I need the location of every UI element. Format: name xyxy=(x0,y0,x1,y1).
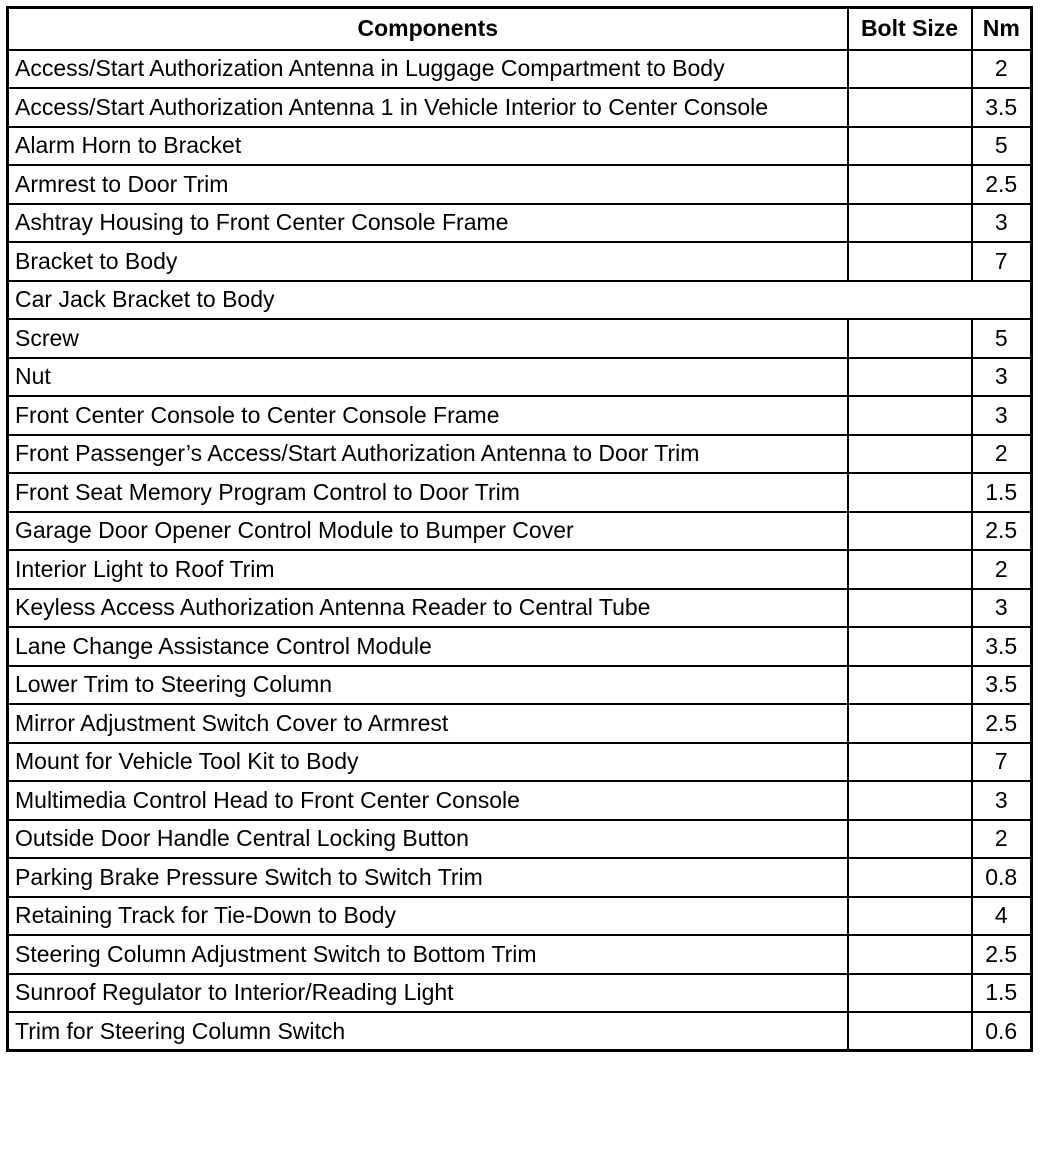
table-row xyxy=(8,435,1032,474)
nm-cell: 5 xyxy=(972,319,1032,358)
table-row xyxy=(8,396,1032,435)
header-row xyxy=(8,8,1032,50)
nm-cell: 1.5 xyxy=(972,473,1032,512)
table-row xyxy=(8,935,1032,974)
bolt-size-cell xyxy=(848,858,972,897)
table-row xyxy=(8,589,1032,628)
bolt-size-cell xyxy=(848,550,972,589)
bolt-size-cell xyxy=(848,743,972,782)
table-row xyxy=(8,1012,1032,1051)
nm-cell: 4 xyxy=(972,897,1032,936)
nm-cell: 2.5 xyxy=(972,165,1032,204)
table-row xyxy=(8,974,1032,1013)
component-cell: Mount for Vehicle Tool Kit to Body xyxy=(8,743,848,782)
bolt-size-cell xyxy=(848,589,972,628)
nm-cell: 7 xyxy=(972,242,1032,281)
table-row xyxy=(8,242,1032,281)
table-row xyxy=(8,743,1032,782)
header-bolt-size: Bolt Size xyxy=(848,8,972,50)
component-cell: Mirror Adjustment Switch Cover to Armrest xyxy=(8,704,848,743)
component-cell: Access/Start Authorization Antenna in Luggage Compartment to Body xyxy=(8,50,848,89)
nm-cell: 5 xyxy=(972,127,1032,166)
table-row xyxy=(8,897,1032,936)
bolt-size-cell xyxy=(848,1012,972,1051)
table-row xyxy=(8,820,1032,859)
component-cell: Front Seat Memory Program Control to Door Trim xyxy=(8,473,848,512)
table-row xyxy=(8,127,1032,166)
component-cell: Sunroof Regulator to Interior/Reading Light xyxy=(8,974,848,1013)
table-row xyxy=(8,204,1032,243)
table-row xyxy=(8,50,1032,89)
bolt-size-cell xyxy=(848,666,972,705)
bolt-size-cell xyxy=(848,319,972,358)
nm-cell: 3 xyxy=(972,358,1032,397)
component-cell: Garage Door Opener Control Module to Bumper Cover xyxy=(8,512,848,551)
table-body xyxy=(8,50,1032,1051)
header-nm: Nm xyxy=(972,8,1032,50)
bolt-size-cell xyxy=(848,204,972,243)
component-cell: Front Center Console to Center Console Frame xyxy=(8,396,848,435)
table-row xyxy=(8,473,1032,512)
bolt-size-cell xyxy=(848,165,972,204)
bolt-size-cell xyxy=(848,704,972,743)
nm-cell: 0.6 xyxy=(972,1012,1032,1051)
nm-cell: 2 xyxy=(972,50,1032,89)
nm-cell: 2 xyxy=(972,435,1032,474)
table-row xyxy=(8,550,1032,589)
component-cell: Lane Change Assistance Control Module xyxy=(8,627,848,666)
table-row xyxy=(8,666,1032,705)
bolt-size-cell xyxy=(848,512,972,551)
component-cell: Nut xyxy=(8,358,848,397)
bolt-size-cell xyxy=(848,396,972,435)
table-row xyxy=(8,858,1032,897)
component-cell: Retaining Track for Tie-Down to Body xyxy=(8,897,848,936)
component-cell: Parking Brake Pressure Switch to Switch Trim xyxy=(8,858,848,897)
nm-cell: 0.8 xyxy=(972,858,1032,897)
nm-cell: 7 xyxy=(972,743,1032,782)
nm-cell: 2.5 xyxy=(972,704,1032,743)
nm-cell: 3 xyxy=(972,781,1032,820)
bolt-size-cell xyxy=(848,820,972,859)
component-cell: Lower Trim to Steering Column xyxy=(8,666,848,705)
table-row xyxy=(8,627,1032,666)
nm-cell: 3 xyxy=(972,396,1032,435)
component-cell: Keyless Access Authorization Antenna Reader to Central Tube xyxy=(8,589,848,628)
nm-cell: 3 xyxy=(972,589,1032,628)
table-row xyxy=(8,704,1032,743)
table-group-row xyxy=(8,281,1032,320)
bolt-size-cell xyxy=(848,935,972,974)
bolt-size-cell xyxy=(848,127,972,166)
component-cell: Alarm Horn to Bracket xyxy=(8,127,848,166)
component-cell: Interior Light to Roof Trim xyxy=(8,550,848,589)
nm-cell: 1.5 xyxy=(972,974,1032,1013)
table-row xyxy=(8,319,1032,358)
component-cell: Bracket to Body xyxy=(8,242,848,281)
group-heading-cell: Car Jack Bracket to Body xyxy=(8,281,1032,320)
component-cell: Access/Start Authorization Antenna 1 in Vehicle Interior to Center Console xyxy=(8,88,848,127)
component-cell: Front Passenger’s Access/Start Authorization Antenna to Door Trim xyxy=(8,435,848,474)
bolt-size-cell xyxy=(848,88,972,127)
bolt-size-cell xyxy=(848,50,972,89)
table-row xyxy=(8,358,1032,397)
nm-cell: 3.5 xyxy=(972,88,1032,127)
bolt-size-cell xyxy=(848,974,972,1013)
table-row xyxy=(8,781,1032,820)
component-cell: Armrest to Door Trim xyxy=(8,165,848,204)
header-components: Components xyxy=(8,8,848,50)
component-cell: Ashtray Housing to Front Center Console Frame xyxy=(8,204,848,243)
component-cell: Outside Door Handle Central Locking Button xyxy=(8,820,848,859)
torque-specifications-table xyxy=(6,6,1033,1052)
nm-cell: 2.5 xyxy=(972,512,1032,551)
component-cell: Trim for Steering Column Switch xyxy=(8,1012,848,1051)
component-cell: Steering Column Adjustment Switch to Bottom Trim xyxy=(8,935,848,974)
component-cell: Screw xyxy=(8,319,848,358)
nm-cell: 2 xyxy=(972,550,1032,589)
component-cell: Multimedia Control Head to Front Center Console xyxy=(8,781,848,820)
bolt-size-cell xyxy=(848,781,972,820)
nm-cell: 3 xyxy=(972,204,1032,243)
table-row xyxy=(8,512,1032,551)
nm-cell: 3.5 xyxy=(972,666,1032,705)
table-row xyxy=(8,165,1032,204)
bolt-size-cell xyxy=(848,242,972,281)
nm-cell: 2.5 xyxy=(972,935,1032,974)
bolt-size-cell xyxy=(848,897,972,936)
nm-cell: 2 xyxy=(972,820,1032,859)
table-row xyxy=(8,88,1032,127)
bolt-size-cell xyxy=(848,358,972,397)
bolt-size-cell xyxy=(848,435,972,474)
nm-cell: 3.5 xyxy=(972,627,1032,666)
bolt-size-cell xyxy=(848,627,972,666)
bolt-size-cell xyxy=(848,473,972,512)
